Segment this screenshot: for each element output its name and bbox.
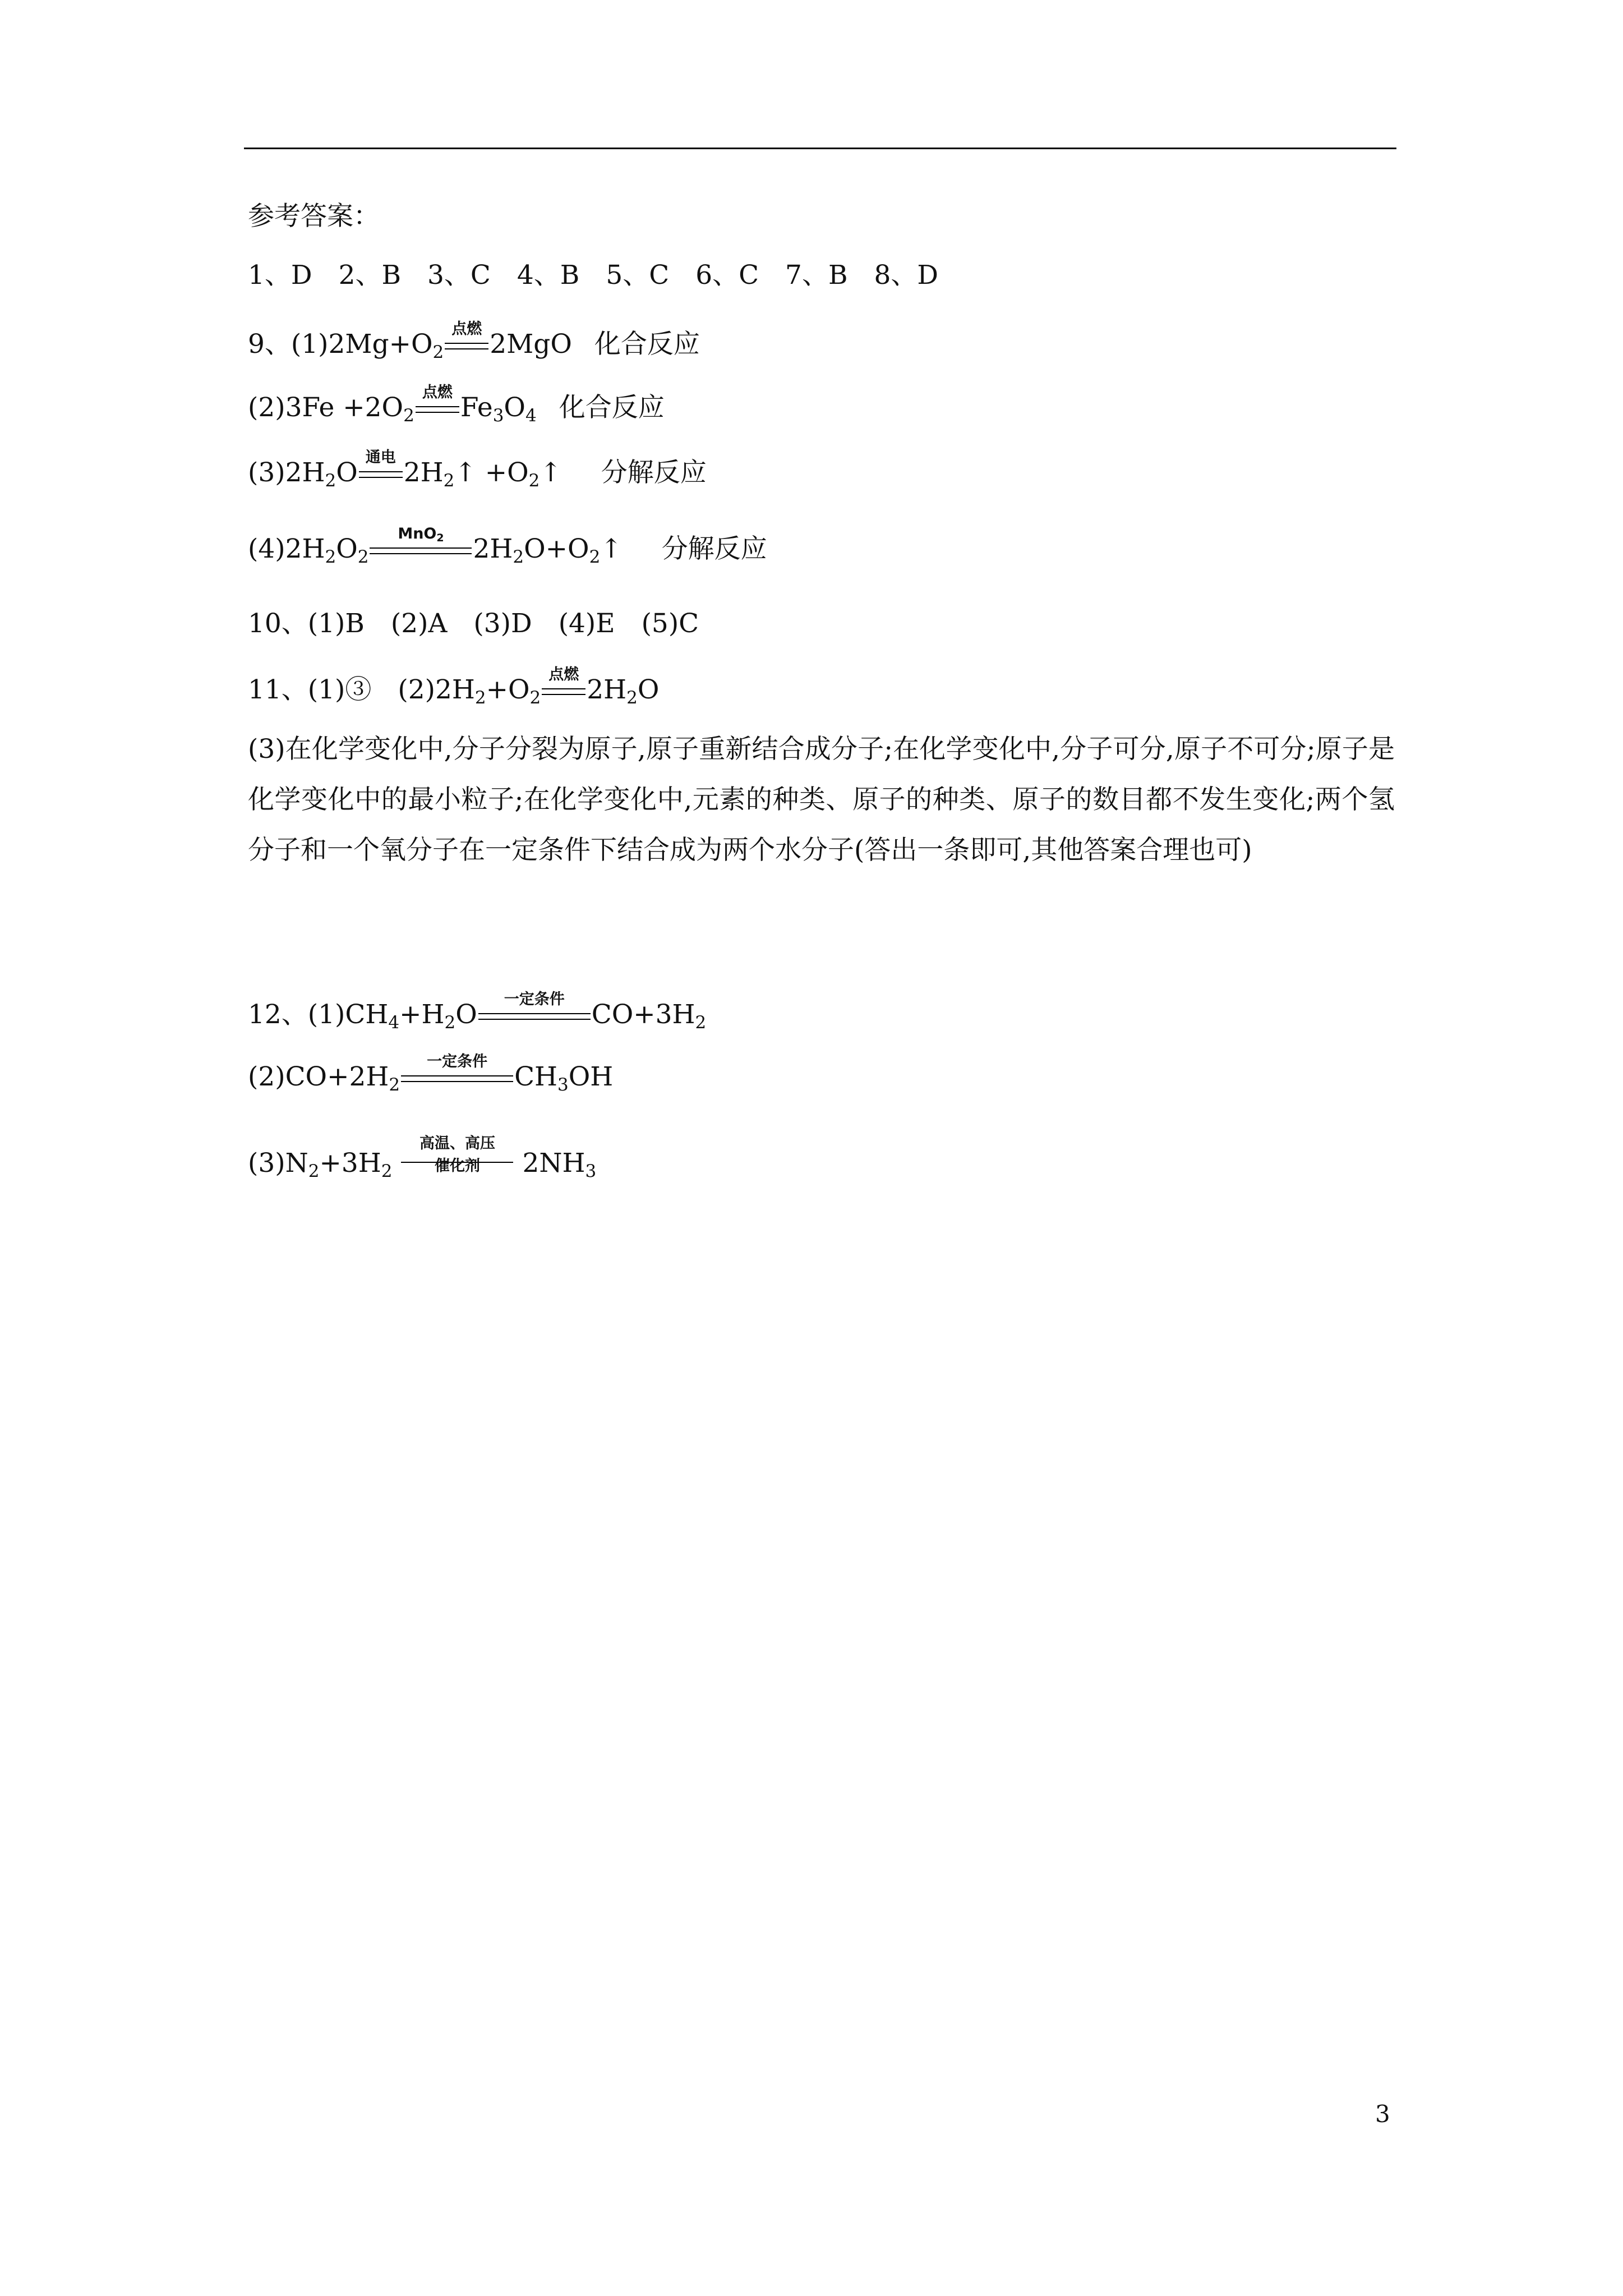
reaction-type: 分解反应 [661, 533, 767, 564]
answers-heading: 参考答案： [248, 201, 380, 232]
reaction-condition: 一定条件 [478, 1001, 591, 1028]
q11-explanation: (3)在化学变化中,分子分裂为原子,原子重新结合成分子;在化学变化中,分子可分,原子不可分;原子是化学变化中的最小粒子;在化学变化中,元素的种类、原子的种类、原子的数目都不发生变化;两个氢分子和一个氧分子在一定条件下结合成为两个水分子(答出一条即可,其他答案合理也可) [248, 734, 1395, 866]
q9-reaction-1: 9、$(1)2Mg+O_2$ 点燃 2MgO 化合反应 [248, 320, 700, 362]
reaction-condition: 高温、高压 催化剂 [401, 1150, 513, 1176]
q10-answers: 10、(1)B (2)A (3)D (4)E (5)C [248, 608, 699, 639]
q9-reaction-2: $(2)3Fe +2O_2$ 点燃 $Fe_3O_4$ 化合反应 [248, 384, 665, 426]
q9-reaction-3: $(3)2H_2O$ 通电 $2H_2↑$ $+O_2↑$ 分解反应 [248, 449, 707, 491]
reaction-condition: 通电 [359, 459, 403, 486]
reaction-condition: 点燃 [445, 331, 488, 357]
q12-reaction-3: $(3)N_2+3H_2$ 高温、高压 催化剂 $2NH_3$ [248, 1135, 597, 1181]
reaction-type: 化合反应 [594, 329, 700, 360]
q9-reaction-4: $(4)2H_2O_2$ MnO$_2$ $2H_2O+O_2↑$ 分解反应 [248, 525, 767, 567]
reaction-condition: MnO$_2$ [370, 536, 472, 562]
page-number: 3 [1375, 2100, 1390, 2128]
reaction-condition: 点燃 [416, 394, 459, 421]
mcq-answers: 1、D 2、B 3、C 4、B 5、C 6、C 7、B 8、D [248, 260, 939, 291]
reaction-type: 分解反应 [601, 457, 707, 488]
q12-reaction-2: $(2)CO+2H_2$ 一定条件 $CH_3OH$ [248, 1053, 614, 1095]
reaction-condition: 一定条件 [401, 1064, 513, 1090]
q12-reaction-1: 12、$(1)CH_4+H_2O$ 一定条件 $CO+3H_2$ [248, 991, 707, 1033]
reaction-condition: 点燃 [542, 677, 585, 703]
header-rule [244, 148, 1396, 149]
q11-line: 11、(1)③ $(2)2H_2+O_2$ 点燃 $2H_2O$ [248, 666, 660, 708]
reaction-type: 化合反应 [559, 392, 665, 423]
